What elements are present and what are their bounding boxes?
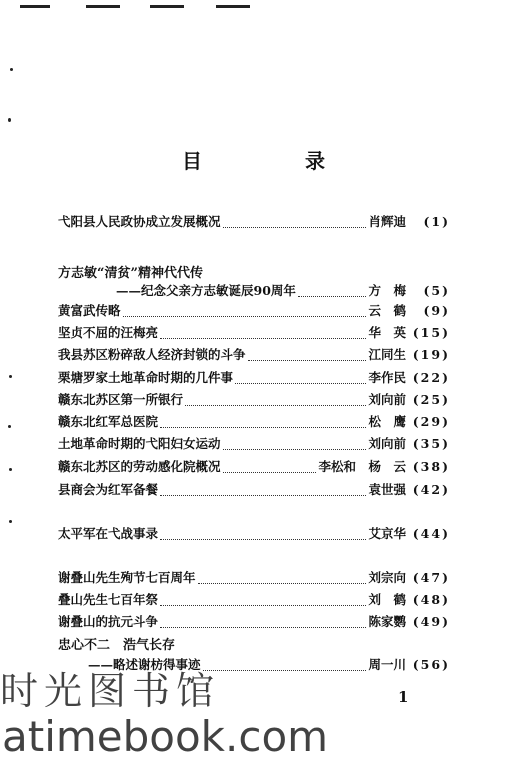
toc-entry[interactable] [116, 281, 450, 301]
entry-author: 艾京华 [368, 526, 406, 541]
entry-title: 赣东北苏区第一所银行 [58, 392, 184, 407]
entry-title: 太平军在弋战事录 [58, 526, 159, 541]
dot-leader [160, 617, 366, 628]
toc-entry[interactable] [58, 368, 450, 388]
dot-leader [223, 217, 367, 228]
entry-author: 华 英 [368, 325, 406, 340]
dot-leader [248, 350, 367, 361]
dot-leader [160, 595, 366, 606]
entry-page: (9) [423, 303, 450, 318]
entry-title: ——略述谢枋得事迹 [88, 657, 201, 672]
entry-author: 方 梅 [368, 283, 406, 298]
toc-entry[interactable] [58, 524, 450, 544]
entry-author: 李松和 杨 云 [318, 459, 406, 474]
entry-page: (5) [423, 283, 450, 298]
page-number: 1 [398, 688, 409, 706]
entry-page: (29) [412, 414, 450, 429]
entry-page: (25) [412, 392, 450, 407]
dot-leader [160, 417, 366, 428]
toc-entry[interactable] [58, 590, 450, 610]
entry-title: 赣东北红军总医院 [58, 414, 159, 429]
dot-leader [160, 328, 366, 339]
dot-leader [185, 395, 366, 406]
entry-page: (15) [412, 325, 450, 340]
toc-entry[interactable] [58, 390, 450, 410]
section-heading: 方志敏“清贫”精神代代传 [58, 266, 203, 281]
entry-page: (48) [412, 592, 450, 607]
scan-speck [8, 118, 11, 122]
entry-page: (56) [412, 657, 450, 672]
entry-author: 刘向前 [368, 436, 406, 451]
entry-author: 李作民 [368, 370, 406, 385]
entry-title: 栗塘罗家土地革命时期的几件事 [58, 370, 234, 385]
scan-speck [8, 425, 11, 428]
page-title: 目 录 [182, 149, 373, 173]
toc-entry[interactable] [88, 655, 450, 675]
entry-page: (42) [412, 482, 450, 497]
watermark-url: atimebook.com [2, 712, 329, 761]
scan-speck [9, 520, 12, 523]
dot-leader [123, 306, 367, 317]
entry-author: 刘 鹤 [368, 592, 406, 607]
entry-title: 黄富武传略 [58, 303, 121, 318]
entry-author: 松 鹰 [368, 414, 406, 429]
section-heading: 忠心不二 浩气长存 [58, 638, 176, 653]
toc-entry[interactable] [58, 480, 450, 500]
entry-page: (35) [412, 436, 450, 451]
dot-leader [223, 462, 317, 473]
entry-title: 谢叠山的抗元斗争 [58, 614, 159, 629]
dot-leader [298, 286, 367, 297]
entry-page: (1) [423, 214, 450, 229]
watermark-text: 时光图书馆 [0, 669, 221, 713]
toc-entry[interactable] [58, 412, 450, 432]
entry-title: ——纪念父亲方志敏诞辰90周年 [116, 283, 296, 298]
dot-leader [235, 373, 366, 384]
entry-author: 肖辉迪 [368, 214, 406, 229]
entry-title: 坚贞不屈的汪梅亮 [58, 325, 159, 340]
entry-page: (49) [412, 614, 450, 629]
entry-author: 江同生 [368, 347, 406, 362]
dot-leader [198, 573, 367, 584]
entry-page: (44) [412, 526, 450, 541]
dot-leader [203, 660, 367, 671]
entry-title: 土地革命时期的弋阳妇女运动 [58, 436, 221, 451]
toc-entry[interactable] [58, 434, 450, 454]
dot-leader [160, 485, 366, 496]
entry-page: (22) [412, 370, 450, 385]
entry-page: (19) [412, 347, 450, 362]
entry-title: 弋阳县人民政协成立发展概况 [58, 214, 221, 229]
toc-entry[interactable] [58, 568, 450, 588]
entry-author: 云 鹤 [368, 303, 406, 318]
entry-title: 县商会为红军备餐 [58, 482, 159, 497]
entry-title: 谢叠山先生殉节七百周年 [58, 570, 196, 585]
toc-entry[interactable] [58, 345, 450, 365]
toc-entry[interactable] [58, 457, 450, 477]
toc-entry[interactable] [58, 323, 450, 343]
entry-author: 刘宗向 [368, 570, 406, 585]
dot-leader [160, 529, 366, 540]
table-of-contents [58, 0, 450, 768]
scan-speck [9, 375, 12, 378]
toc-entry[interactable] [58, 301, 450, 321]
scan-speck [10, 68, 13, 71]
entry-author: 袁世强 [368, 482, 406, 497]
entry-title: 我县苏区粉碎敌人经济封锁的斗争 [58, 347, 246, 362]
toc-entry[interactable] [58, 612, 450, 632]
dot-leader [223, 439, 367, 450]
toc-entry[interactable] [58, 212, 450, 232]
entry-page: (38) [412, 459, 450, 474]
entry-author: 周一川 [368, 657, 406, 672]
entry-page: (47) [412, 570, 450, 585]
entry-title: 叠山先生七百年祭 [58, 592, 159, 607]
entry-author: 刘向前 [368, 392, 406, 407]
entry-author: 陈家鹦 [368, 614, 406, 629]
entry-title: 赣东北苏区的劳动感化院概况 [58, 459, 221, 474]
scan-speck [9, 468, 12, 471]
